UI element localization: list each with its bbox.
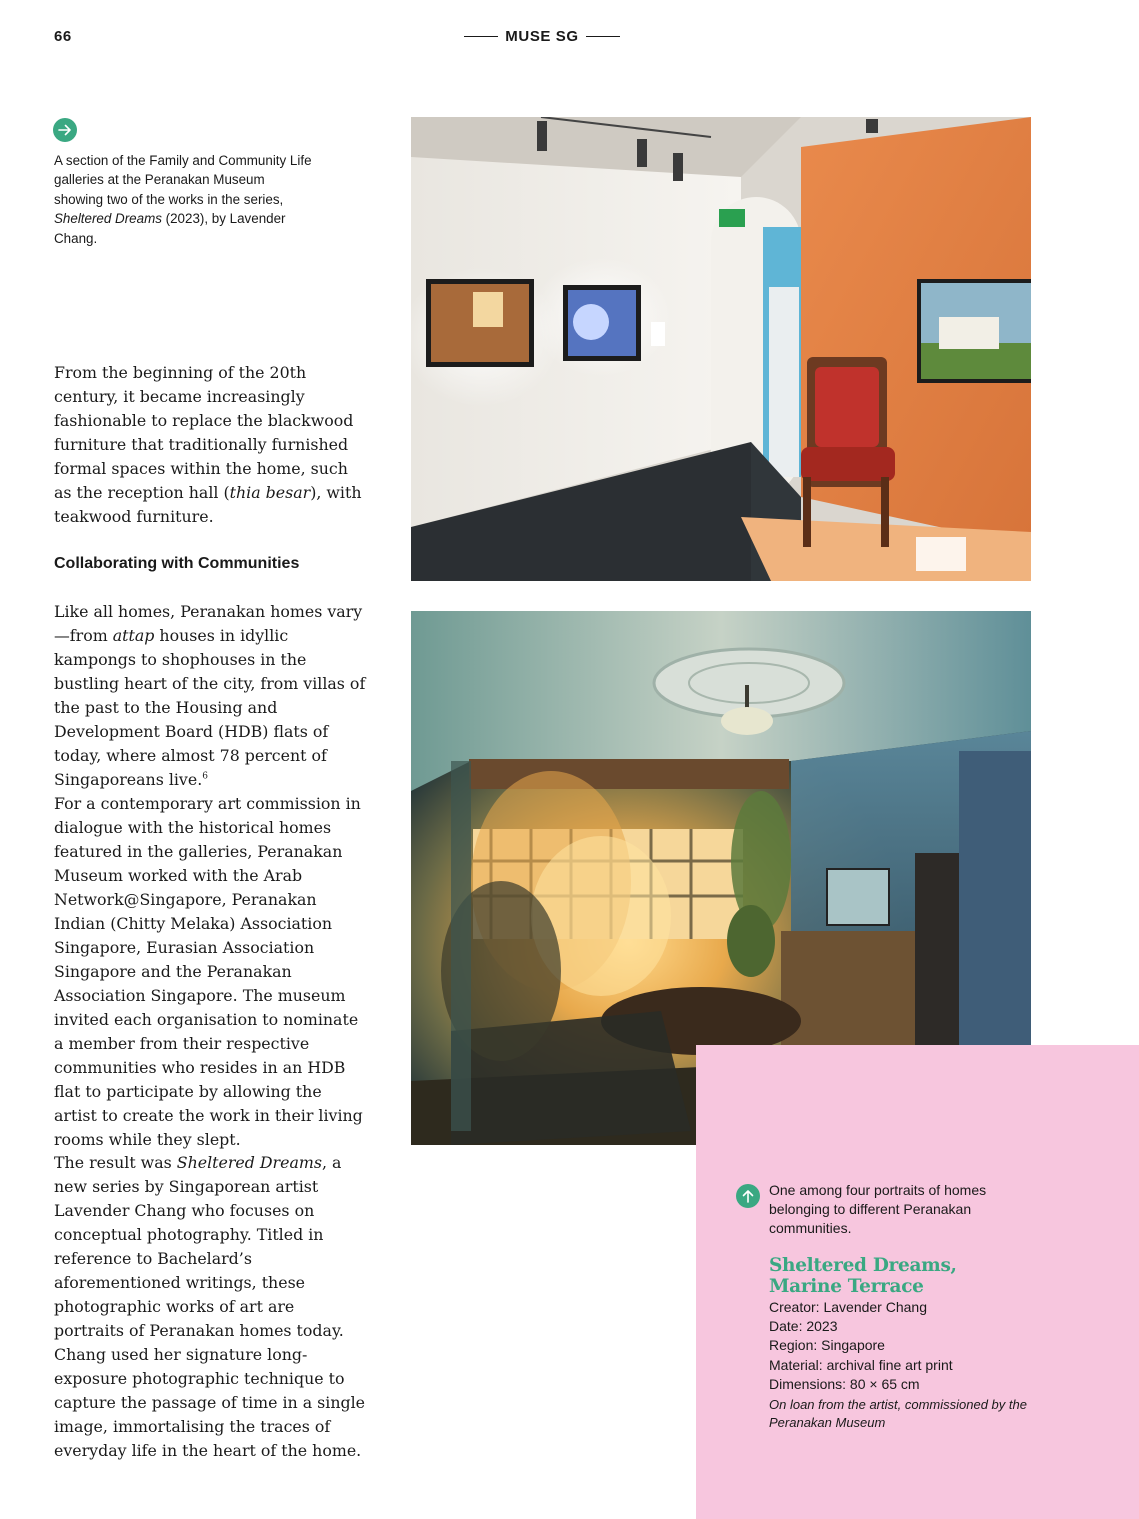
artwork-title xyxy=(769,1255,1029,1297)
body-paragraph-1 xyxy=(54,600,366,792)
gallery-photo xyxy=(411,117,1031,581)
body-paragraph-2: For a contemporary art commission in dialogue with the historical homes featured in the galleries, Peranakan Museum worked with the Arab Network@Singapore, Peranakan Indian (Chitty Melaka) Association Singapore, Eurasian Association Singapore and the Peranakan Association Singapore. The museum invited each organisation to nominate a member from their respective communities who resides in an HDB flat to participate by allowing the artist to create the work in their living rooms while they slept. xyxy=(54,794,363,1149)
photo-caption-top xyxy=(54,151,314,248)
para3-text: The result was xyxy=(54,1153,177,1172)
intro-paragraph xyxy=(54,361,366,529)
para1-italic-term: attap xyxy=(112,626,155,645)
intro-text: From the beginning of the 20th century, it became increasingly fashionable to replace the blackwood furniture that traditionally furnished formal spaces within the home, such as the reception hall ( xyxy=(54,363,354,502)
footnote-marker: 6 xyxy=(202,771,208,782)
body-paragraph-3 xyxy=(54,1151,366,1463)
caption-text: A section of the Family and Community Life galleries at the Peranakan Museum showing two of the works in the series, xyxy=(54,153,312,207)
photo-caption-side: One among four portraits of homes belonging to different Peranakan communities. xyxy=(769,1182,987,1236)
arrow-up-icon xyxy=(736,1184,760,1208)
meta-dimensions: Dimensions: 80 × 65 cm xyxy=(769,1375,920,1392)
arrow-right-icon xyxy=(53,118,77,142)
artwork-metadata xyxy=(769,1298,1039,1394)
artwork-title-line-2: Marine Terrace xyxy=(769,1276,924,1297)
intro-text-end: ), with teakwood furniture. xyxy=(54,483,362,526)
masthead-rule-right xyxy=(586,36,620,37)
caption-artwork-title: Sheltered Dreams xyxy=(54,211,162,227)
credit-line: On loan from the artist, commissioned by the Peranakan Museum xyxy=(769,1397,1027,1430)
artwork-title-line-1: Sheltered Dreams, xyxy=(769,1255,957,1276)
para3-text-end: , a new series by Singaporean artist Lavender Chang who focuses on conceptual photography. Titled in reference to Bachelard’s aforementioned writings, these photographic works of art are portraits of Peranakan homes today. Chang used her signature long-exposure photographic technique to capture the passage of time in a single image, immortalising the traces of everyday life in the heart of the home. xyxy=(54,1153,366,1460)
publication-name: MUSE SG xyxy=(505,28,579,45)
masthead-rule-left xyxy=(464,36,498,37)
masthead xyxy=(464,28,620,45)
para3-italic-title: Sheltered Dreams xyxy=(176,1153,322,1172)
page-number: 66 xyxy=(54,28,72,45)
caption-text-end: (2023), by Lavender Chang. xyxy=(54,211,286,246)
para1-text: Like all homes, Peranakan homes vary—from xyxy=(54,602,363,645)
section-heading: Collaborating with Communities xyxy=(54,555,300,572)
meta-date: Date: 2023 xyxy=(769,1318,838,1335)
meta-material: Material: archival fine art print xyxy=(769,1356,953,1373)
meta-creator: Creator: Lavender Chang xyxy=(769,1299,927,1315)
intro-italic-term: thia besar xyxy=(229,483,311,502)
para1-text-end: houses in idyllic kampongs to shophouses in the bustling heart of the city, from villas of the past to the Housing and Development Board (HDB) flats of today, where almost 78 percent of Singaporeans live. xyxy=(54,626,366,789)
meta-region: Region: Singapore xyxy=(769,1337,885,1354)
